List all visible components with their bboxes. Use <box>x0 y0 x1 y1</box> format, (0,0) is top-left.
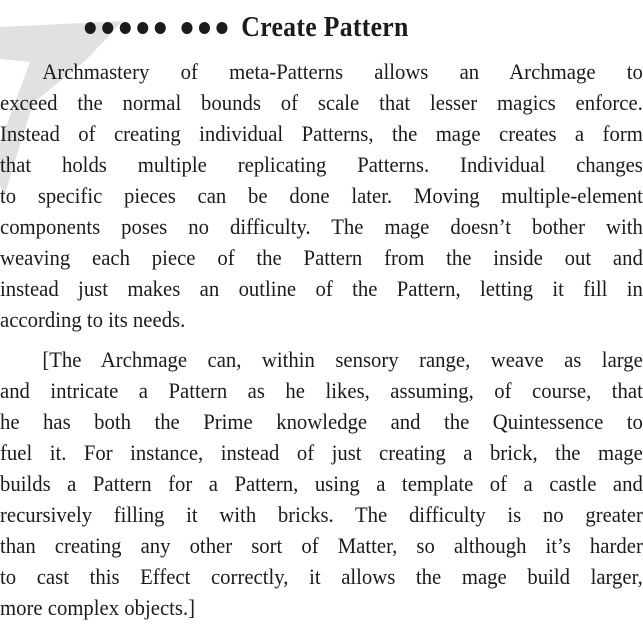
rating-dots <box>85 22 228 34</box>
rating-dot-icon <box>181 22 192 34</box>
text-line: fuel it. For instance, instead of just creating a brick, the mage <box>0 440 643 465</box>
page-content <box>0 13 643 623</box>
rating-dot-icon <box>137 22 148 34</box>
text-line: than creating any other sort of Matter, so although it’s harder <box>0 533 643 558</box>
paragraph <box>0 56 643 335</box>
article-body <box>0 56 643 623</box>
rating-dot-group <box>85 22 166 34</box>
text-line: and intricate a Pattern as he likes, assuming, of course, that <box>0 378 643 403</box>
text-line: [The Archmage can, within sensory range, weave as large <box>42 347 643 372</box>
text-line: to specific pieces can be done later. Moving multiple-element <box>0 183 643 208</box>
book-page <box>0 13 643 641</box>
text-line: weaving each piece of the Pattern from the inside out and <box>0 245 643 270</box>
text-line: he has both the Prime knowledge and the Quintessence to <box>0 409 643 434</box>
text-line: Instead of creating individual Patterns, the mage creates a form <box>0 121 643 146</box>
rating-dot-icon <box>85 22 96 34</box>
text-line: that holds multiple replicating Patterns. Individual changes <box>0 152 643 177</box>
text-line: builds a Pattern for a Pattern, using a template of a castle and <box>0 471 643 496</box>
text-line: exceed the normal bounds of scale that lesser magics enforce. <box>0 90 643 115</box>
text-line: recursively filling it with bricks. The difficulty is no greater <box>0 502 643 527</box>
section-heading <box>0 13 643 43</box>
rating-dot-group <box>181 22 227 34</box>
rating-dot-icon <box>155 22 166 34</box>
text-line: Archmastery of meta-Patterns allows an Archmage to <box>42 59 643 84</box>
text-line: components poses no difficulty. The mage doesn’t bother with <box>0 214 643 239</box>
text-line: instead just makes an outline of the Pattern, letting it fill in <box>0 276 643 301</box>
text-line: to cast this Effect correctly, it allows the mage build larger, <box>0 564 643 589</box>
rating-dot-icon <box>120 22 131 34</box>
rating-dot-icon <box>199 22 210 34</box>
paragraph <box>0 344 643 623</box>
rating-dot-icon <box>216 22 227 34</box>
text-line: according to its needs. <box>0 307 186 332</box>
section-title: Create Pattern <box>241 12 409 43</box>
rating-dot-icon <box>102 22 113 34</box>
text-line: more complex objects.] <box>0 595 196 620</box>
